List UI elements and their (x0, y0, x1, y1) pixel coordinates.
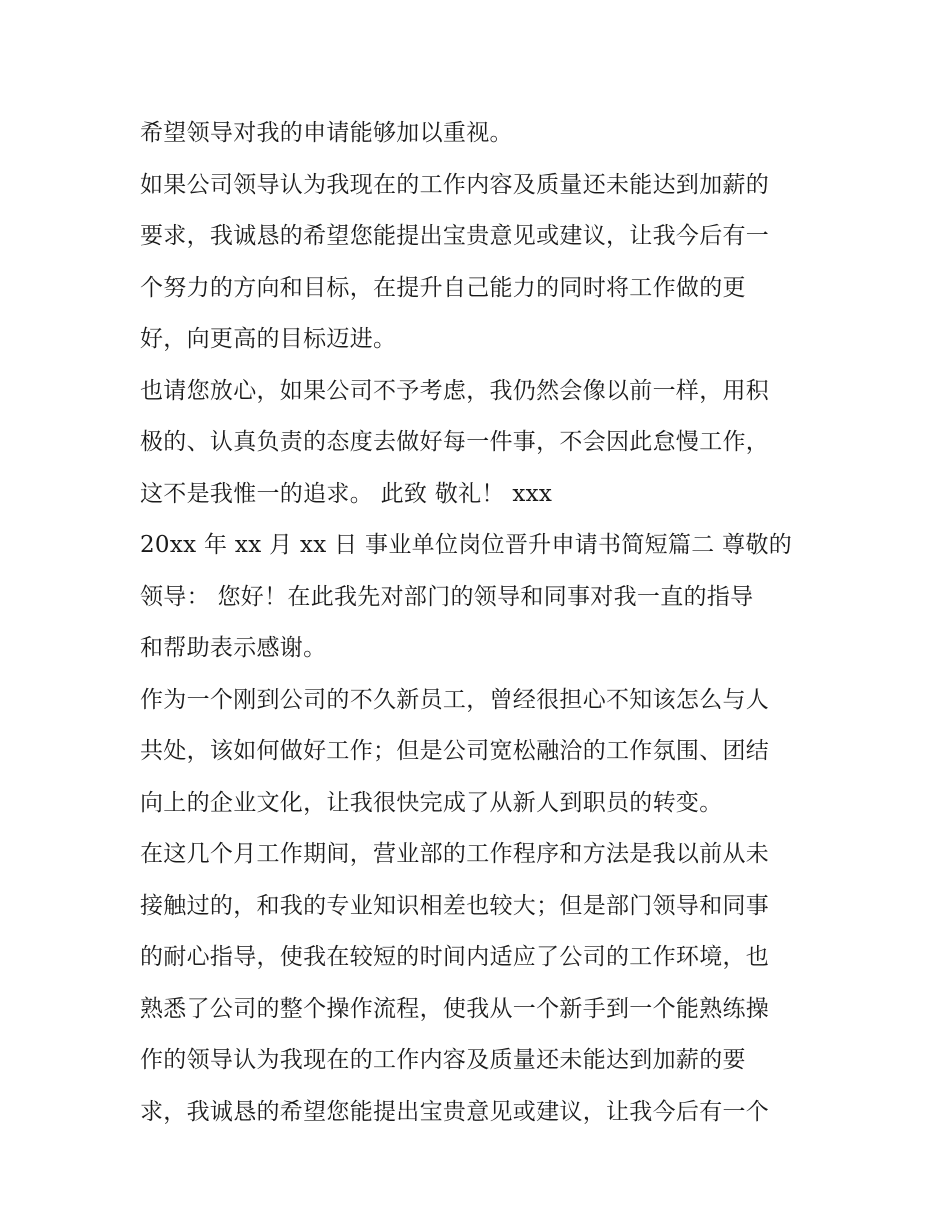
text-line: 作的领导认为我现在的工作内容及质量还未能达到加薪的要 (140, 1047, 746, 1073)
text-line: 在这几个月工作期间，营业部的工作程序和方法是我以前从未 (140, 841, 770, 867)
text-line: 和帮助表示感谢。 (140, 635, 327, 661)
text-line: 这不是我惟一的追求。 此致 敬礼！ xxx (140, 480, 553, 507)
text-line: 熟悉了公司的整个操作流程，使我从一个新手到一个能熟练操 (140, 995, 770, 1022)
text-line: 希望领导对我的申请能够加以重视。 (140, 120, 513, 146)
text-line: 个努力的方向和目标，在提升自己能力的同时将工作做的更 (140, 274, 746, 301)
text-line: 要求，我诚恳的希望您能提出宝贵意见或建议，让我今后有一 (140, 223, 770, 249)
text-line: 领导： 您好！在此我先对部门的领导和同事对我一直的指导 (140, 583, 754, 610)
text-line: 如果公司领导认为我现在的工作内容及质量还未能达到加薪的 (140, 171, 770, 198)
text-line: 的耐心指导，使我在较短的时间内适应了公司的工作环境，也 (140, 944, 770, 970)
text-line: 求，我诚恳的希望您能提出宝贵意见或建议，让我今后有一个 (140, 1098, 770, 1125)
text-line: 接触过的，和我的专业知识相差也较大；但是部门领导和同事 (140, 892, 770, 919)
text-line: 也请您放心，如果公司不予考虑，我仍然会像以前一样，用积 (140, 377, 770, 404)
text-line: 向上的企业文化，让我很快完成了从新人到职员的转变。 (140, 789, 723, 816)
document-body (140, 108, 815, 1138)
text-line: 20xx 年 xx 月 xx 日 事业单位岗位晋升申请书简短篇二 尊敬的 (140, 532, 793, 558)
text-line: 好，向更高的目标迈进。 (140, 326, 397, 352)
text-line: 极的、认真负责的态度去做好每一件事，不会因此怠慢工作， (140, 429, 770, 455)
text-line: 共处，该如何做好工作；但是公司宽松融洽的工作氛围、团结 (140, 738, 770, 764)
text-line: 作为一个刚到公司的不久新员工，曾经很担心不知该怎么与人 (140, 686, 770, 713)
